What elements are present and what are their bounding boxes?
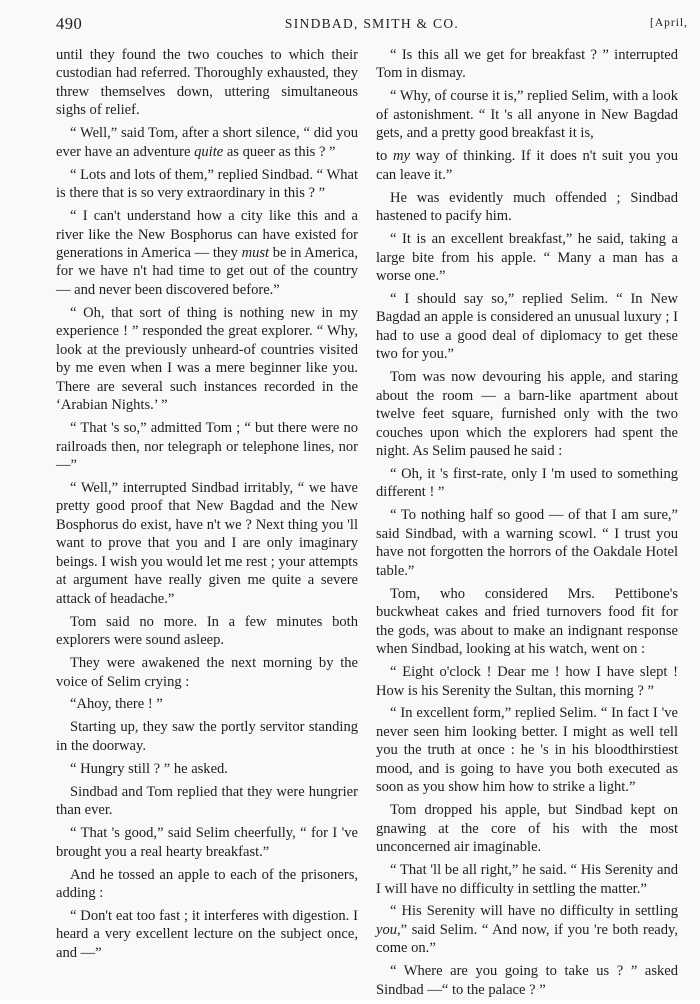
running-title: SINDBAD, SMITH & CO. <box>284 16 460 31</box>
paragraph: “ Hungry still ? ” he asked. <box>70 760 228 777</box>
paragraph: “ It is an excellent breakfast,” he said, taking a large bite from his apple. “ Many a man has a worse one.” <box>376 231 678 284</box>
left-text-column <box>56 46 358 967</box>
paragraph: Tom, who considered Mrs. Pettibone's buckwheat cakes and fried turnovers food fit for the gods, was about to make an indignant response when Sindbad, looking at his watch, went on : <box>376 585 678 658</box>
paragraph: Tom said no more. In a few minutes both explorers were sound asleep. <box>56 613 358 649</box>
paragraph: Sindbad and Tom replied that they were hungrier than ever. <box>56 783 358 819</box>
paragraph: “ Eight o'clock ! Dear me ! how I have slept ! How is his Serenity the Sultan, this morning ? ” <box>376 664 678 699</box>
right-text-column <box>376 46 678 1004</box>
paragraph: “ Where are you going to take us ? ” asked Sindbad —“ to the palace ? ” <box>376 963 678 998</box>
paragraph: “ Why, of course it is,” replied Selim, with a look of astonishment. “ It 's all anyone in New Bagdad gets, and a pretty good breakfast it is, <box>376 88 678 142</box>
issue-month: [April, <box>650 17 688 29</box>
page-header <box>56 14 688 36</box>
paragraph: “ Don't eat too fast ; it interferes with digestion. I heard a very excellent lecture on the subject once, and —” <box>56 907 358 961</box>
paragraph: “ That 's so,” admitted Tom ; “ but there were no railroads then, nor telegraph or telephone lines, nor —” <box>56 420 358 474</box>
paragraph: “ Oh, that sort of thing is nothing new in my experience ! ” responded the great explorer. “ Why, look at the previously unheard-of countries visited by me even when I was a mere beginner like you. There are several such instances recorded in the ‘Arabian Nights.’ ” <box>56 304 358 414</box>
page-number: 490 <box>56 14 83 33</box>
paragraph: Tom was now devouring his apple, and staring about the room — a barn-like apartment about twelve feet square, furnished only with the two couches upon which the explorers had spent the night. As Selim paused he said : <box>376 369 678 460</box>
paragraph: “ In excellent form,” replied Selim. “ In fact I 've never seen him looking better. I might as well tell you the truth at once : he 's in his bloodthirstiest mood, and is going to have you both executed as soon as you show him how to strike a light.” <box>376 705 678 796</box>
paragraph: “ Well,” said Tom, after a short silence, “ did you ever have an adventure quite as queer as this ? ” <box>56 125 358 160</box>
paragraph: And he tossed an apple to each of the prisoners, adding : <box>56 866 358 902</box>
paragraph: until they found the two couches to which their custodian had referred. Thoroughly exhausted, they threw themselves down, uttering simultaneous sighs of relief. <box>56 47 358 119</box>
paragraph: Tom dropped his apple, but Sindbad kept on gnawing at the core of his with the most unconcerned air imaginable. <box>376 802 678 856</box>
paragraph: They were awakened the next morning by the voice of Selim crying : <box>56 655 358 690</box>
paragraph: “ That 's good,” said Selim cheerfully, “ for I 've brought you a real hearty breakfast.” <box>56 825 358 860</box>
paragraph: “Ahoy, there ! ” <box>70 696 163 713</box>
paragraph: “ Well,” interrupted Sindbad irritably, “ we have pretty good proof that New Bagdad and the New Bosphorus do exist, have n't we ? Next thing you 'll want to prove that you and I are only imaginary beings. I wish you would let me rest ; your attempts at argument have really given me quite a severe attack of headache.” <box>56 479 358 607</box>
paragraph: to my way of thinking. If it does n't suit you you can leave it.” <box>376 148 679 183</box>
paragraph: “ To nothing half so good — of that I am sure,” said Sindbad, with a warning scowl. “ I trust you have not forgotten the horrors of the Oakdale Hotel table.” <box>376 507 678 579</box>
paragraph: Starting up, they saw the portly servitor standing in the doorway. <box>56 719 358 754</box>
paragraph: He was evidently much offended ; Sindbad hastened to pacify him. <box>376 189 678 225</box>
paragraph: “ His Serenity will have no difficulty in settling you,” said Selim. “ And now, if you 're both ready, come on.” <box>376 903 678 957</box>
paragraph: “ Is this all we get for breakfast ? ” interrupted Tom in dismay. <box>376 47 678 82</box>
paragraph: “ That 'll be all right,” he said. “ His Serenity and I will have no difficulty in settling the matter.” <box>376 862 678 897</box>
paragraph: “ I should say so,” replied Selim. “ In New Bagdad an apple is considered an unusual luxury ; I had to use a good deal of diplomacy to get these two for you.” <box>376 290 678 363</box>
paragraph: “ Lots and lots of them,” replied Sindbad. “ What is there that is so very extraordinary in this ? ” <box>56 166 358 202</box>
paragraph: “ I can't understand how a city like this and a river like the New Bosphorus can have existed for generations in America — they must be in America, for we have n't had time to get out of the country — and never been discovered before.” <box>56 208 358 298</box>
paragraph: “ Oh, it 's first-rate, only I 'm used to something different ! ” <box>376 466 678 501</box>
